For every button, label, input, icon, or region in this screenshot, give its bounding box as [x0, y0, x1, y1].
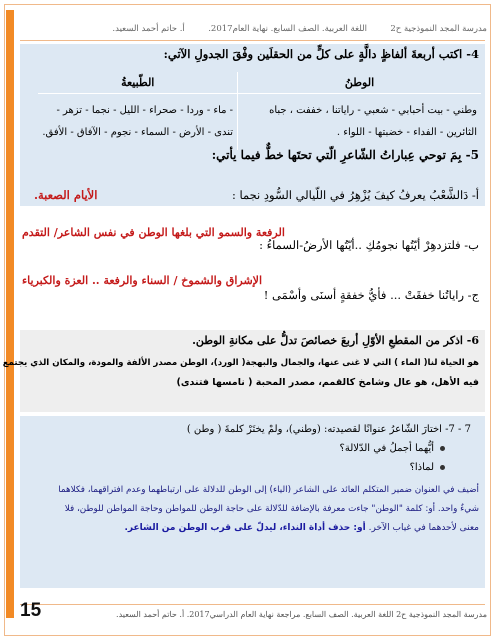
question-7-section [20, 416, 485, 588]
page-number: 15 [20, 600, 42, 621]
q6-answer-line-1: هو الحياة لنا( الماء ) التي لا غنى عنها، والجمال والبهجة( الورد)، الوطن مصدر الألفة والمودة، والمكان الذي يجتمع [2, 358, 479, 368]
q7-sub-question-1-text: أيُّهما أجملُ في الدّلالة؟ [339, 443, 434, 454]
q5-item-b-text: ب- فلتزدهِرْ أيّتُها نجومُكِ ..أيّتُها الأرضُ-السماءُ : [259, 238, 479, 252]
bullet-icon [440, 446, 445, 451]
table-header-homeland: الوطنُ [238, 72, 481, 94]
homeland-words-line-2: الثائرين - الفداء - خضبتها - اللواء . [336, 127, 477, 138]
q5-item-a-text: أ- دَالشَّعْبُ يعرفُ كيفَ يُزْهِرُ في اللّيالي السُّودِ نجما : [231, 188, 479, 202]
fields-table [38, 72, 481, 150]
q7-answer-line-3-part-2: أو: حذف أداة النداء، ليدلّ على قرب الوطن من الشاعر. [124, 523, 366, 533]
nature-words-line-2: تندى - الأرض - السماء - نجوم - الآفاق - الأفق. [42, 127, 234, 138]
question-7-prompt: 7 - 7- اختارَ الشّاعرُ عنوانًا لقصيدته: (وطني)، ولمْ يختَرْ كلمةَ ( وطن ) [186, 424, 471, 435]
footer-divider [20, 604, 485, 605]
q5-item-b-answer: الرفعة والسمو التي بلغها الوطن في نفس الشاعر/ التقدم [22, 226, 285, 239]
homeland-words-cell [238, 94, 481, 151]
nature-words-cell [38, 94, 237, 151]
question-6-answer [2, 351, 485, 395]
q7-sub-question-2 [20, 456, 485, 475]
q7-sub-question-1 [20, 437, 485, 456]
question-6-section [2, 330, 485, 412]
q7-answer-line-2: شيءٌ واحد. أو: كلمة "الوطن" جاءت معرفة بالإضافة للدّلالة على حاجة الوطن للمواطن وحاجة المواطن للوطن، فلا [64, 504, 479, 514]
question-5-section [20, 148, 485, 328]
q6-answer-line-2: فيه الأهل، هو عال وشامخ كالقمم، مصدر المحبة ( نامسها فتندى) [176, 377, 479, 388]
q7-answer-line-1: أضيف في العنوان ضمير المتكلم العائد على الشاعر (الياء) إلى الوطن للدلالة على ارتباطهما وعدم افتراقهما، فكلاهما [58, 485, 479, 495]
question-7-answer [20, 475, 485, 540]
q7-answer-line-3 [26, 519, 479, 538]
question-5-prompt: 5- بِمَ توحي عِباراتُ الشّاعرِ الّتي تحتَها خطٌّ فيما يأتي: [211, 148, 479, 162]
page-header [20, 24, 487, 34]
page-footer: مدرسة المجد النموذجية ح2 اللغة العربية. الصف السابع. مراجعة نهاية العام الدراسي2017. أ. حاتم أحمد السعيد. [116, 610, 487, 619]
nature-words-line-1: - ماء - وردا - صحراء - الليل - نجما - تزهر - [56, 105, 234, 116]
question-4-prompt: 4- اكتب أربعةَ ألفاظٍ دالَّةٍ على كلٍّ من الحقلَين وفْقَ الجدولِ الآتي: [163, 47, 479, 61]
table-header-nature: الطّبيعةُ [38, 72, 237, 94]
header-school: مدرسة المجد النموذجية ح2 [390, 24, 487, 34]
page-side-bar [6, 10, 14, 618]
q7-sub-question-2-text: لماذا؟ [409, 462, 434, 473]
header-teacher: أ. حاتم أحمد السعيد. [112, 24, 185, 34]
q7-answer-line-3-part-1: معنى لأحدهما في غياب الآخر. [368, 523, 479, 533]
question-6-prompt: 6- اذكر من المقطعِ الأوّلِ أربعَ خصائصَ تدلُّ على مكانةِ الوطن. [192, 334, 479, 347]
bullet-icon [440, 465, 445, 470]
q5-item-a-answer: الأيام الصعبة. [34, 188, 98, 202]
header-subject: اللغة العربية. الصف السابع. نهاية العام2017. [208, 24, 367, 34]
header-divider [20, 40, 485, 41]
q5-item-c-answer: الإشراق والشموخ / السناء والرفعة .. العزة والكبرياء [22, 274, 262, 287]
q5-item-c-text: ج- راياتُنا خفقَتْ ... فأيُّ خفقةٍ أسنَى وأسْمَى ! [263, 288, 479, 302]
homeland-words-line-1: وطني - بيت أحبابي - شعبي - راياتنا ، خففت ، جباه [269, 105, 477, 116]
